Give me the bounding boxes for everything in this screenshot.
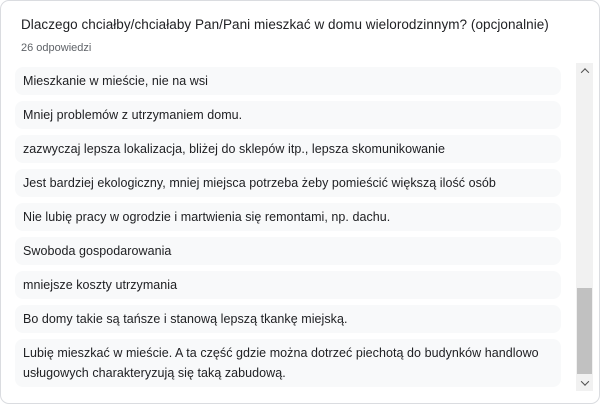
response-row: Mieszkanie w mieście, nie na wsi bbox=[15, 67, 561, 95]
chevron-up-icon bbox=[580, 68, 588, 76]
response-row: Mniej problemów z utrzymaniem domu. bbox=[15, 101, 561, 129]
scrollbar-thumb[interactable] bbox=[577, 288, 592, 374]
response-row: Nie lubię pracy w ogrodzie i martwienia się remontami, np. dachu. bbox=[15, 203, 561, 231]
response-row: Jest bardziej ekologiczny, mniej miejsca potrzeba żeby pomieścić większą ilość osób bbox=[15, 169, 561, 197]
response-row: Bo domy takie są tańsze i stanową lepszą tkankę miejską. bbox=[15, 305, 561, 333]
scrollbar-up-button[interactable] bbox=[576, 63, 593, 79]
responses-list[interactable] bbox=[15, 63, 561, 391]
chevron-down-icon bbox=[580, 377, 588, 385]
response-row: zazwyczaj lepsza lokalizacja, bliżej do sklepów itp., lepsza skomunikowanie bbox=[15, 135, 561, 163]
response-row: Lubię mieszkać w mieście. A ta część gdzie można dotrzeć piechotą do budynków handlowo usługowych charakteryzują się taką zabudową. bbox=[15, 339, 561, 387]
response-row: mniejsze koszty utrzymania bbox=[15, 271, 561, 299]
scrollbar-down-button[interactable] bbox=[576, 375, 593, 391]
response-count: 26 odpowiedzi bbox=[21, 42, 92, 54]
scrollbar[interactable] bbox=[576, 63, 593, 391]
response-row: Swoboda gospodarowania bbox=[15, 237, 561, 265]
question-title: Dlaczego chciałby/chciałaby Pan/Pani mieszkać w domu wielorodzinnym? (opcjonalnie) bbox=[21, 17, 549, 32]
